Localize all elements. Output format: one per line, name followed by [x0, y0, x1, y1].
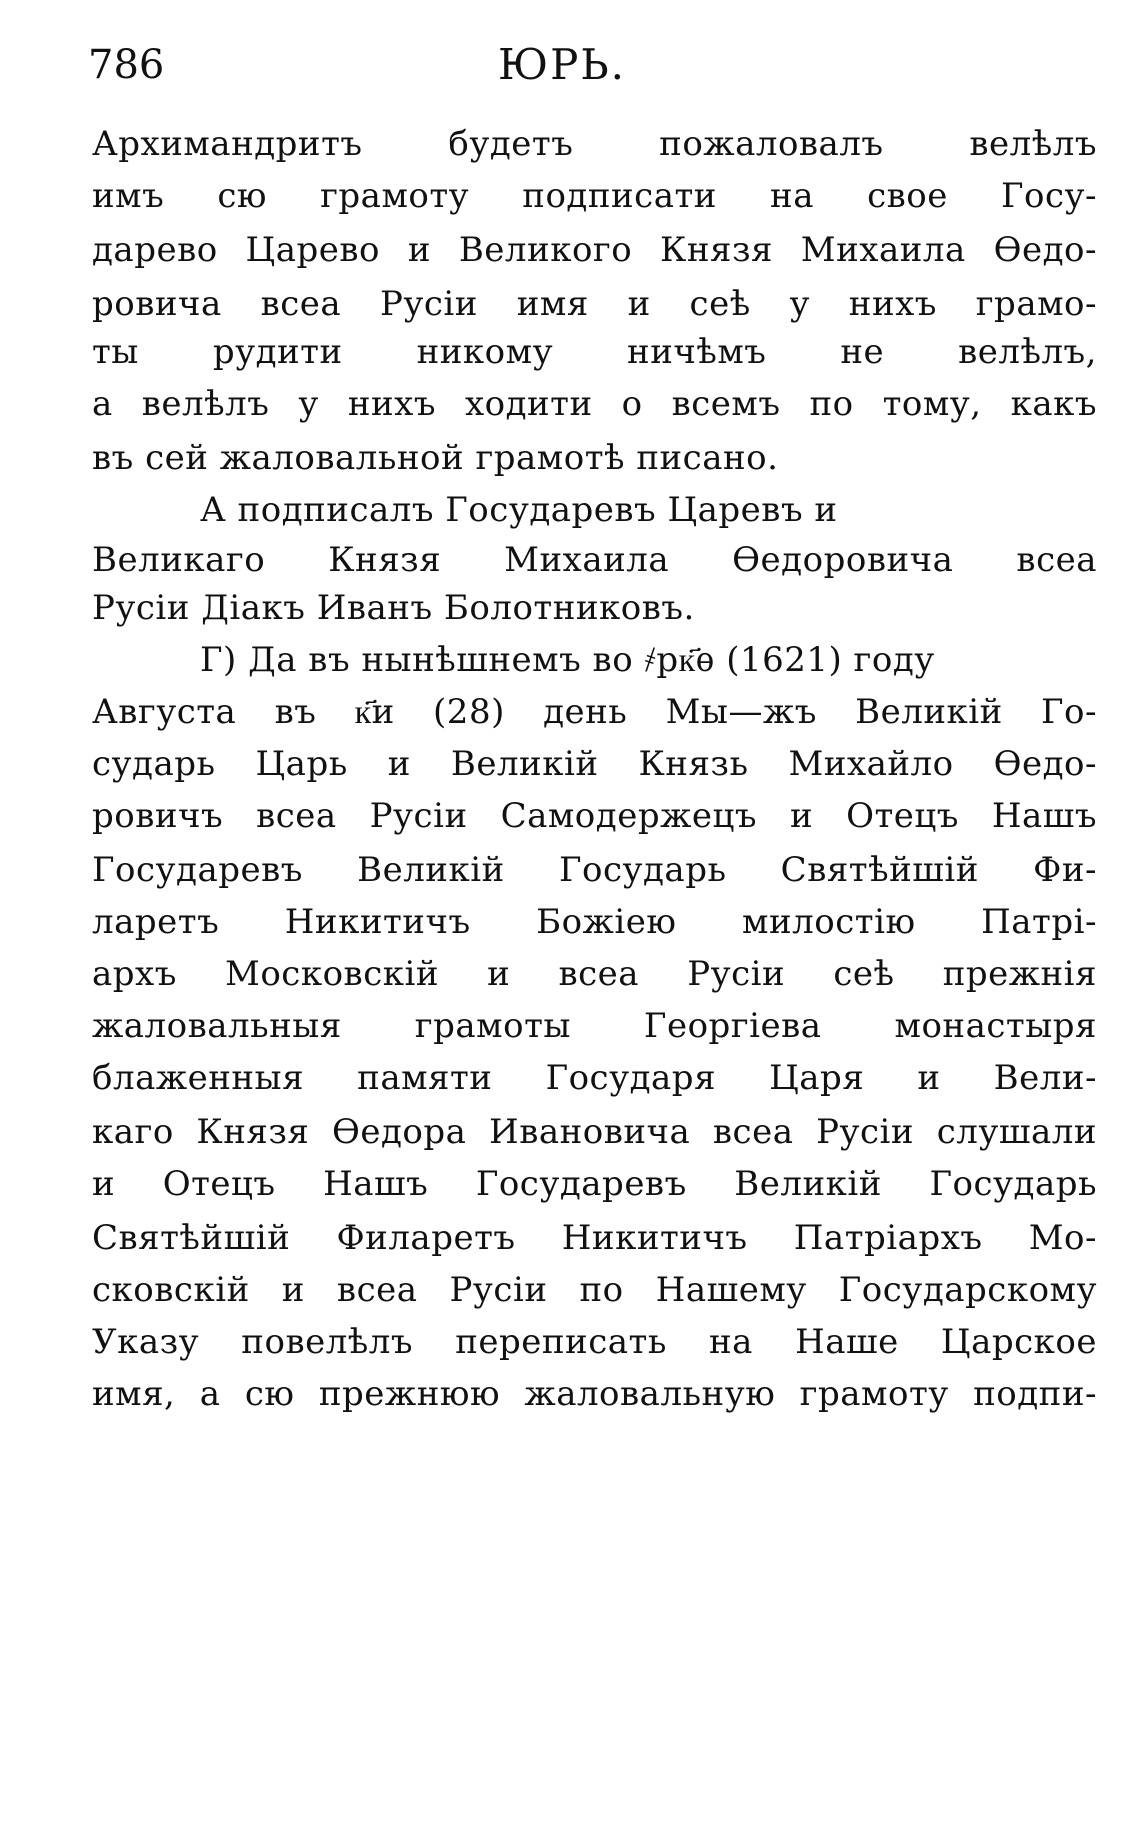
text-line: жаловальныя грамоты Георгіева монастыря	[92, 1006, 1097, 1046]
text-line: ты рудити никому ничѣмъ не велѣлъ,	[92, 332, 1097, 372]
text-line: Указу повелѣлъ переписать на Наше Царское	[92, 1322, 1097, 1362]
text-line: въ сей жаловальной грамотѣ писано.	[92, 438, 779, 478]
text-line: архъ Московскій и всеа Русіи сеѣ прежнія	[92, 954, 1097, 994]
text-line: ровича всеа Русіи имя и сеѣ у нихъ грамо-	[92, 284, 1097, 324]
text-line: Г) Да въ нынѣшнемъ во ҂рк҃ѳ (1621) году	[200, 640, 935, 680]
text-line: имя, а сю прежнюю жаловальную грамоту подпи-	[92, 1374, 1097, 1414]
text-line: дарево Царево и Великого Князя Михаила Өедо-	[92, 230, 1097, 270]
text-line: Святѣйшій Филаретъ Никитичъ Патріархъ Мо-	[92, 1218, 1097, 1258]
text-line: и Отецъ Нашъ Государевъ Великій Государь	[92, 1164, 1097, 1204]
text-line: Архимандритъ будетъ пожаловалъ велѣлъ	[92, 124, 1097, 164]
text-line: сударь Царь и Великій Князь Михайло Өедо-	[92, 744, 1097, 784]
text-line: Русіи Діакъ Иванъ Болотниковъ.	[92, 588, 695, 628]
text-line: имъ сю грамоту подписати на свое Госу-	[92, 176, 1097, 216]
text-line: Великаго Князя Михаила Өедоровича всеа	[92, 540, 1097, 580]
running-head: ЮРЬ.	[498, 40, 627, 89]
text-line: Государевъ Великій Государь Святѣйшій Фи-	[92, 850, 1097, 890]
page-number: 786	[88, 42, 165, 88]
text-line: Августа въ к҃и (28) день Мы—жъ Великій Го-	[92, 692, 1097, 732]
text-line: блаженныя памяти Государя Царя и Вели-	[92, 1058, 1097, 1098]
text-line: А подписалъ Государевъ Царевъ и	[200, 490, 838, 530]
text-line: сковскій и всеа Русіи по Нашему Государскому	[92, 1270, 1097, 1310]
text-line: а велѣлъ у нихъ ходити о всемъ по тому, какъ	[92, 384, 1097, 424]
text-line: каго Князя Өедора Ивановича всеа Русіи слушали	[92, 1112, 1097, 1152]
text-line: ровичъ всеа Русіи Самодержецъ и Отецъ Нашъ	[92, 796, 1097, 836]
text-line: ларетъ Никитичъ Божіею милостію Патрі-	[92, 902, 1097, 942]
page-header	[88, 30, 1108, 100]
